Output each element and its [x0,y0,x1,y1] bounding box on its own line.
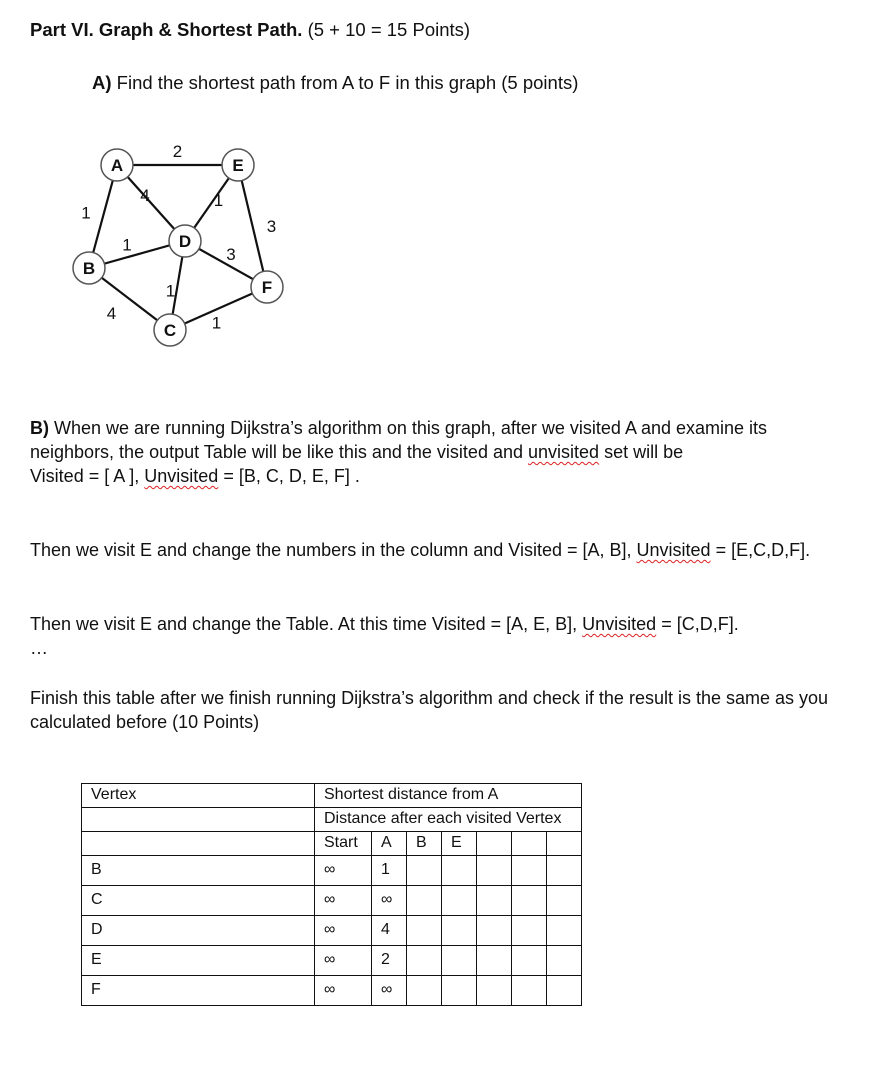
value-cell: ∞ [372,976,407,1006]
column-blank-1 [477,832,512,856]
edge-weight-a-b: 1 [81,203,91,223]
value-cell: ∞ [315,916,372,946]
graph-node-label-c: C [163,321,177,340]
edge-weight-b-d: 1 [122,235,132,255]
edge-weight-a-d: 4 [140,186,150,205]
table-subheader-row [82,808,582,832]
spell-flag-unvisited: unvisited [528,442,600,462]
table-row [82,916,582,946]
spell-flag-unvisited-3: Unvisited [636,540,711,560]
column-start: Start [315,832,372,856]
edge-weight-b-c: 4 [106,304,117,323]
part-title-points: (5 + 10 = 15 Points) [307,19,471,40]
value-cell[interactable] [512,856,547,886]
edge-weight-a-e: 2 [172,142,183,161]
column-e: E [442,832,477,856]
value-cell[interactable] [547,916,582,946]
value-cell[interactable] [477,916,512,946]
value-cell: 4 [372,916,407,946]
subheader-empty [82,808,315,832]
value-cell[interactable] [477,856,512,886]
table-row [82,886,582,916]
graph-node-label-f: F [261,278,273,297]
value-cell: ∞ [372,886,407,916]
value-cell[interactable] [547,946,582,976]
part-b-paragraph-2 [30,538,850,562]
value-cell: 1 [372,856,407,886]
graph-edge-e-f [238,165,267,287]
graph-node-label-b: B [82,259,96,278]
graph-diagram [60,135,300,360]
value-cell[interactable] [547,976,582,1006]
spell-flag-unvisited-2: Unvisited [144,466,219,486]
subheader-distance-after: Distance after each visited Vertex [315,808,582,832]
edge-weight-e-f: 3 [266,217,277,236]
spell-flag-unvisited-4: Unvisited [582,614,657,634]
vertex-cell: C [82,886,315,916]
part-b-paragraph-1 [30,416,850,488]
table-row [82,856,582,886]
unvisited-set-a: = [B, C, D, E, F] . [223,466,360,486]
vertex-cell: F [82,976,315,1006]
table-column-row [82,832,582,856]
value-cell[interactable] [512,976,547,1006]
column-blank-2 [512,832,547,856]
value-cell[interactable] [407,946,442,976]
value-cell: ∞ [315,886,372,916]
column-row-empty [82,832,315,856]
part-b-paragraph-4: Finish this table after we finish running Dijkstra’s algorithm and check if the result is the same as you calculated before (10 Points) [30,688,829,732]
value-cell[interactable] [512,946,547,976]
step-visit-b: Then we visit E and change the numbers in the column and Visited = [A, B], [30,540,632,560]
column-a: A [372,832,407,856]
value-cell: ∞ [315,976,372,1006]
edge-weight-d-e: 1 [213,191,224,210]
vertex-cell: E [82,946,315,976]
value-cell[interactable] [407,916,442,946]
value-cell[interactable] [407,856,442,886]
part-b-intro: When we are running Dijkstra’s algorithm on this graph, after we visited A and examine its neighbors, the output Table will be like this and the visited and [30,418,768,462]
part-a-label: A) [92,72,112,93]
value-cell[interactable] [547,886,582,916]
part-title [30,19,470,41]
value-cell[interactable] [442,856,477,886]
value-cell: ∞ [315,946,372,976]
part-a-prompt [92,72,578,94]
part-title-bold: Part VI. Graph & Shortest Path. [30,19,303,40]
value-cell[interactable] [477,946,512,976]
value-cell[interactable] [442,886,477,916]
table-row [82,946,582,976]
value-cell[interactable] [442,916,477,946]
unvisited-set-e: = [C,D,F]. [661,614,739,634]
edge-weight-d-c: 1 [165,281,176,301]
value-cell[interactable] [442,946,477,976]
step-visit-e: Then we visit E and change the Table. At this time Visited = [A, E, B], [30,614,578,634]
header-vertex: Vertex [82,784,315,808]
edge-weight-d-f: 3 [226,245,236,264]
graph-node-label-a: A [110,156,124,175]
visited-set-a: Visited = [ A ], [30,466,140,486]
value-cell[interactable] [477,886,512,916]
value-cell[interactable] [407,976,442,1006]
value-cell[interactable] [547,856,582,886]
value-cell: ∞ [315,856,372,886]
value-cell[interactable] [442,976,477,1006]
graph-node-label-d: D [178,232,192,251]
part-b-intro-end: set will be [604,442,684,462]
part-b-paragraph-3 [30,612,850,660]
value-cell: 2 [372,946,407,976]
graph-node-label-e: E [232,156,244,175]
column-blank-3 [547,832,582,856]
unvisited-set-b: = [E,C,D,F]. [715,540,811,560]
value-cell[interactable] [407,886,442,916]
value-cell[interactable] [477,976,512,1006]
vertex-cell: D [82,916,315,946]
table-row [82,976,582,1006]
ellipsis: … [30,638,48,658]
table-header-row [82,784,582,808]
edge-weight-c-f: 1 [211,313,222,333]
part-a-text: Find the shortest path from A to F in this graph (5 points) [116,72,579,93]
value-cell[interactable] [512,916,547,946]
dijkstra-table [81,783,582,1006]
header-shortest-distance: Shortest distance from A [315,784,582,808]
vertex-cell: B [82,856,315,886]
column-b: B [407,832,442,856]
part-b-label: B) [30,418,49,438]
value-cell[interactable] [512,886,547,916]
